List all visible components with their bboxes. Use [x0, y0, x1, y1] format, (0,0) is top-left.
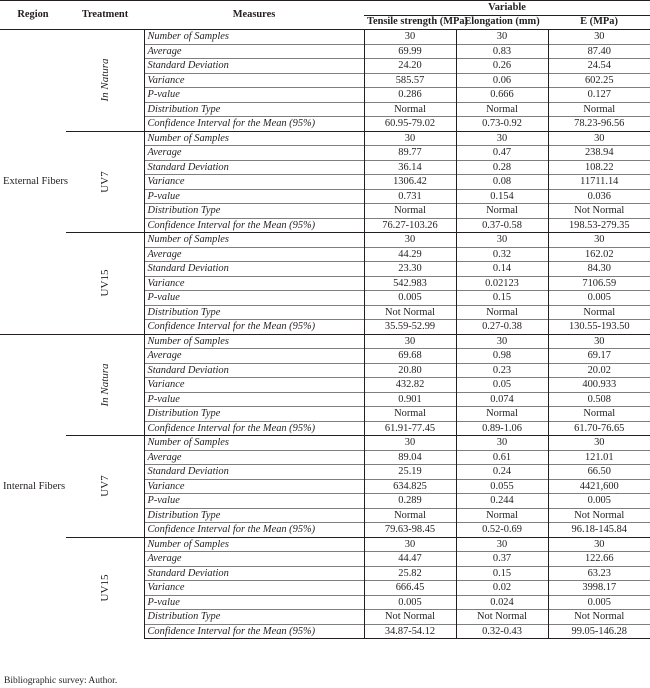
elongation-value: Normal: [456, 508, 548, 523]
measure-label: P-value: [144, 291, 364, 306]
tensile-value: 30: [364, 233, 456, 248]
measure-label: Variance: [144, 175, 364, 190]
tensile-value: 30: [364, 334, 456, 349]
table-body: [0, 30, 650, 639]
region-header: Region: [0, 1, 66, 30]
measure-label: Distribution Type: [144, 508, 364, 523]
modulus-value: 30: [548, 233, 650, 248]
measure-label: Distribution Type: [144, 610, 364, 625]
tensile-value: 30: [364, 30, 456, 45]
measure-label: Variance: [144, 73, 364, 88]
measure-label: Confidence Interval for the Mean (95%): [144, 117, 364, 132]
modulus-value: 30: [548, 537, 650, 552]
elongation-value: Normal: [456, 407, 548, 422]
tensile-value: Not Normal: [364, 305, 456, 320]
table-row: [0, 436, 650, 451]
measure-label: Distribution Type: [144, 204, 364, 219]
tensile-value: 36.14: [364, 160, 456, 175]
modulus-value: 24.54: [548, 59, 650, 74]
elongation-value: 30: [456, 537, 548, 552]
tensile-value: 666.45: [364, 581, 456, 596]
modulus-value: 0.036: [548, 189, 650, 204]
measure-label: Number of Samples: [144, 30, 364, 45]
modulus-value: Normal: [548, 407, 650, 422]
source-note: Bibliographic survey: Author.: [4, 676, 118, 686]
measure-label: Number of Samples: [144, 131, 364, 146]
tensile-value: Normal: [364, 407, 456, 422]
tensile-value: 89.77: [364, 146, 456, 161]
measure-label: Confidence Interval for the Mean (95%): [144, 421, 364, 436]
table-row: [0, 537, 650, 552]
treatment-label: In Natura: [98, 363, 111, 407]
tensile-value: 542.983: [364, 276, 456, 291]
elongation-value: 0.08: [456, 175, 548, 190]
treatment-label: UV15: [98, 574, 111, 602]
tensile-value: 35.59-52.99: [364, 320, 456, 335]
treatment-label: UV7: [98, 171, 111, 193]
measure-label: P-value: [144, 88, 364, 103]
elongation-value: 0.27-0.38: [456, 320, 548, 335]
tensile-value: 0.005: [364, 595, 456, 610]
measure-label: Variance: [144, 378, 364, 393]
elongation-value: 0.02: [456, 581, 548, 596]
measures-header: Measures: [144, 1, 364, 30]
elongation-value: 30: [456, 233, 548, 248]
treatment-cell: [66, 537, 144, 639]
elongation-value: 30: [456, 131, 548, 146]
tensile-value: 25.19: [364, 465, 456, 480]
table-row: [0, 30, 650, 45]
treatment-cell: [66, 334, 144, 436]
elongation-value: 0.244: [456, 494, 548, 509]
modulus-value: 11711.14: [548, 175, 650, 190]
elongation-value: 0.32-0.43: [456, 624, 548, 639]
elongation-value: Normal: [456, 305, 548, 320]
tensile-value: Normal: [364, 508, 456, 523]
tensile-value: 76.27-103.26: [364, 218, 456, 233]
tensile-value: Not Normal: [364, 610, 456, 625]
elongation-value: 30: [456, 436, 548, 451]
elongation-value: Not Normal: [456, 610, 548, 625]
elongation-value: 0.02123: [456, 276, 548, 291]
modulus-value: 0.005: [548, 494, 650, 509]
elongation-value: 0.06: [456, 73, 548, 88]
measure-label: Standard Deviation: [144, 566, 364, 581]
modulus-value: 0.508: [548, 392, 650, 407]
measure-label: Distribution Type: [144, 407, 364, 422]
modulus-value: 122.66: [548, 552, 650, 567]
tensile-value: 69.99: [364, 44, 456, 59]
elongation-value: Normal: [456, 204, 548, 219]
measure-label: Number of Samples: [144, 436, 364, 451]
measure-label: Confidence Interval for the Mean (95%): [144, 320, 364, 335]
measure-label: Distribution Type: [144, 305, 364, 320]
elongation-value: 0.73-0.92: [456, 117, 548, 132]
elongation-value: Normal: [456, 102, 548, 117]
table-row: [0, 334, 650, 349]
treatment-cell: [66, 436, 144, 538]
elongation-value: 0.05: [456, 378, 548, 393]
tensile-value: 24.20: [364, 59, 456, 74]
modulus-value: 61.70-76.65: [548, 421, 650, 436]
measure-label: Standard Deviation: [144, 160, 364, 175]
measure-label: Average: [144, 552, 364, 567]
measure-label: Variance: [144, 276, 364, 291]
modulus-value: Not Normal: [548, 204, 650, 219]
tensile-value: 34.87-54.12: [364, 624, 456, 639]
modulus-value: 130.55-193.50: [548, 320, 650, 335]
tensile-value: 44.47: [364, 552, 456, 567]
elongation-value: 0.074: [456, 392, 548, 407]
tensile-value: 44.29: [364, 247, 456, 262]
elongation-value: 0.28: [456, 160, 548, 175]
modulus-value: 198.53-279.35: [548, 218, 650, 233]
tensile-value: 0.005: [364, 291, 456, 306]
tensile-value: 30: [364, 131, 456, 146]
modulus-value: 30: [548, 436, 650, 451]
measure-label: Average: [144, 44, 364, 59]
region-cell: External Fibers: [0, 30, 66, 335]
treatment-cell: [66, 131, 144, 233]
tensile-value: 0.286: [364, 88, 456, 103]
modulus-value: 4421,600: [548, 479, 650, 494]
measure-label: Number of Samples: [144, 334, 364, 349]
elongation-value: 0.15: [456, 291, 548, 306]
elongation-value: 0.52-0.69: [456, 523, 548, 538]
modulus-value: 3998.17: [548, 581, 650, 596]
modulus-value: 63.23: [548, 566, 650, 581]
tensile-value: 634.825: [364, 479, 456, 494]
tensile-value: 20.80: [364, 363, 456, 378]
modulus-value: Normal: [548, 305, 650, 320]
modulus-value: 30: [548, 131, 650, 146]
treatment-cell: [66, 233, 144, 335]
measure-label: Standard Deviation: [144, 465, 364, 480]
tensile-value: Normal: [364, 102, 456, 117]
measure-label: Average: [144, 146, 364, 161]
elongation-value: 0.14: [456, 262, 548, 277]
modulus-value: 108.22: [548, 160, 650, 175]
measure-label: P-value: [144, 494, 364, 509]
measure-label: Variance: [144, 479, 364, 494]
tensile-value: 0.289: [364, 494, 456, 509]
modulus-value: 66.50: [548, 465, 650, 480]
tensile-value: 1306.42: [364, 175, 456, 190]
tensile-value: 30: [364, 537, 456, 552]
treatment-header: Treatment: [66, 1, 144, 30]
measure-label: Standard Deviation: [144, 363, 364, 378]
elongation-value: 0.23: [456, 363, 548, 378]
modulus-value: 87.40: [548, 44, 650, 59]
tensile-value: 60.95-79.02: [364, 117, 456, 132]
tensile-value: 61.91-77.45: [364, 421, 456, 436]
treatment-cell: [66, 30, 144, 132]
measure-label: Number of Samples: [144, 537, 364, 552]
table-row: [0, 233, 650, 248]
tensile-value: 69.68: [364, 349, 456, 364]
modulus-value: 602.25: [548, 73, 650, 88]
modulus-value: 78.23-96.56: [548, 117, 650, 132]
tensile-value: 0.731: [364, 189, 456, 204]
elongation-value: 0.47: [456, 146, 548, 161]
modulus-value: Normal: [548, 102, 650, 117]
elongation-value: 0.055: [456, 479, 548, 494]
elongation-value: 0.98: [456, 349, 548, 364]
measure-label: Confidence Interval for the Mean (95%): [144, 624, 364, 639]
table-row: [0, 131, 650, 146]
measure-label: Number of Samples: [144, 233, 364, 248]
modulus-value: 162.02: [548, 247, 650, 262]
modulus-value: 20.02: [548, 363, 650, 378]
region-cell: Internal Fibers: [0, 334, 66, 639]
tensile-value: 79.63-98.45: [364, 523, 456, 538]
tensile-value: 0.901: [364, 392, 456, 407]
modulus-value: 69.17: [548, 349, 650, 364]
measure-label: Average: [144, 247, 364, 262]
measure-label: Confidence Interval for the Mean (95%): [144, 523, 364, 538]
modulus-value: 96.18-145.84: [548, 523, 650, 538]
modulus-value: 30: [548, 334, 650, 349]
elongation-value: 0.024: [456, 595, 548, 610]
measure-label: P-value: [144, 595, 364, 610]
measure-label: Average: [144, 349, 364, 364]
tensile-value: 432.82: [364, 378, 456, 393]
treatment-label: UV7: [98, 475, 111, 497]
elongation-value: 0.37-0.58: [456, 218, 548, 233]
treatment-label: UV15: [98, 269, 111, 297]
modulus-value: 84.30: [548, 262, 650, 277]
elongation-value: 0.154: [456, 189, 548, 204]
modulus-value: 7106.59: [548, 276, 650, 291]
tensile-value: 89.04: [364, 450, 456, 465]
modulus-value: 0.005: [548, 291, 650, 306]
tensile-strength-header: Tensile strength (MPa): [364, 15, 456, 30]
measure-label: Confidence Interval for the Mean (95%): [144, 218, 364, 233]
modulus-header: E (MPa): [548, 15, 650, 30]
tensile-value: 25.82: [364, 566, 456, 581]
modulus-value: Not Normal: [548, 610, 650, 625]
measure-label: Standard Deviation: [144, 262, 364, 277]
tensile-value: 585.57: [364, 73, 456, 88]
modulus-value: 238.94: [548, 146, 650, 161]
elongation-value: 0.15: [456, 566, 548, 581]
measure-label: P-value: [144, 189, 364, 204]
elongation-value: 0.32: [456, 247, 548, 262]
elongation-value: 0.89-1.06: [456, 421, 548, 436]
modulus-value: 30: [548, 30, 650, 45]
elongation-value: 0.26: [456, 59, 548, 74]
measure-label: Average: [144, 450, 364, 465]
elongation-value: 0.666: [456, 88, 548, 103]
elongation-value: 0.83: [456, 44, 548, 59]
measure-label: Variance: [144, 581, 364, 596]
measure-label: P-value: [144, 392, 364, 407]
modulus-value: Not Normal: [548, 508, 650, 523]
elongation-value: 30: [456, 334, 548, 349]
measure-label: Distribution Type: [144, 102, 364, 117]
modulus-value: 0.005: [548, 595, 650, 610]
tensile-value: 30: [364, 436, 456, 451]
variable-header: Variable: [364, 1, 650, 16]
elongation-header: Elongation (mm): [456, 15, 548, 30]
tensile-value: Normal: [364, 204, 456, 219]
measure-label: Standard Deviation: [144, 59, 364, 74]
modulus-value: 400.933: [548, 378, 650, 393]
modulus-value: 0.127: [548, 88, 650, 103]
elongation-value: 0.37: [456, 552, 548, 567]
elongation-value: 0.61: [456, 450, 548, 465]
modulus-value: 99.05-146.28: [548, 624, 650, 639]
tensile-value: 23.30: [364, 262, 456, 277]
modulus-value: 121.01: [548, 450, 650, 465]
treatment-label: In Natura: [98, 58, 111, 102]
elongation-value: 0.24: [456, 465, 548, 480]
elongation-value: 30: [456, 30, 548, 45]
